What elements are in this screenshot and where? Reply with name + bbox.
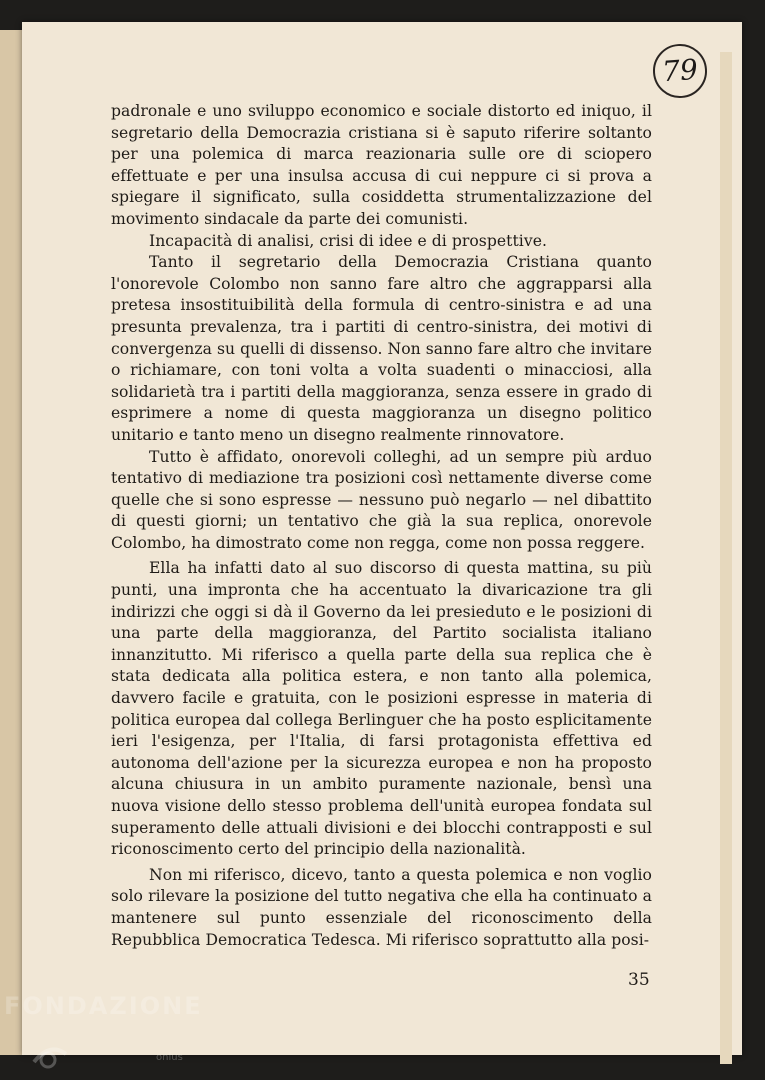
page-edge-shadow [720,52,732,1064]
paragraph-1: padronale e uno sviluppo economico e sociale distorto ed iniquo, il segretario della Democrazia cristiana si è saputo riferire soltanto per una polemica di marca reazionaria sulle ore di sciopero effettuate e per una insulsa accusa di cui neppure ci si prova a spiegare il significato, sulla cosiddetta strumentalizzazione del movimento sindacale da parte dei comunisti. [111,102,652,228]
archive-watermark: FONDAZIONE [4,992,203,1020]
paragraph-5: Ella ha infatti dato al suo discorso di questa mattina, su più punti, una impronta che ha accentuato la divaricazione tra gli indirizzi che oggi si dà il Governo da lei presieduto e le posizioni di una parte della maggioranza, del Partito socialista italiano innanzitutto. Mi riferisco a quella parte della sua replica che è stata dedicata alla politica estera, e non tanto alla polemica, davvero facile e gratuita, con le posizioni espresse in materia di politica europea dal collega Berlinguer che ha posto esplicitamente ieri l'esigenza, per l'Italia, di farsi protagonista effettiva ed autonoma dell'azione per la sicurezza europea e non ha proposto alcuna chiusura in un ambito puramente nazionale, bensì una nuova visione dello stesso problema dell'unità europea fondata sul superamento delle attuali divisioni e dei blocchi contrapposti e sul riconoscimento certo del principio della nazionalità. [111,559,652,859]
paragraph-3: Tanto il segretario della Democrazia Cristiana quanto l'onorevole Colombo non sanno fare altro che aggrapparsi alla pretesa insostituibilità della formula di centro-sinistra e ad una presunta prevalenza, tra i partiti di centro-sinistra, dei motivi di convergenza su quelli di dissenso. Non sanno fare altro che invitare o richiamare, con toni volta a volta suadenti o minacciosi, alla solidarietà tra i partiti della maggioranza, senza essere in grado di esprimere a nome di questa maggioranza un disegno politico unitario e tanto meno un disegno realmente rinnovatore. [111,253,653,444]
body-text [111,101,652,951]
handwritten-page-annotation: 79 [651,42,709,100]
archive-logo-icon [30,1040,70,1070]
page-number: 35 [628,970,650,990]
paragraph-4: Tutto è affidato, onorevoli colleghi, ad un sempre più arduo tentativo di mediazione tra posizioni così nettamente diverse come quelle che si sono espresse — nessuno può negarlo — nel dibattito di questi giorni; un tentativo che già la sua replica, onorevole Colombo, ha dimostrato come non regga, come non possa reggere. [111,447,652,552]
archive-watermark-sub: onlus [156,1052,183,1063]
paragraph-2: Incapacità di analisi, crisi di idee e di prospettive. [149,231,547,250]
paragraph-6: Non mi riferisco, dicevo, tanto a questa polemica e non voglio solo rilevare la posizione del tutto negativa che ella ha continuato a mantenere sul punto essenziale del riconoscimento della Repubblica Democratica Tedesca. Mi riferisco soprattutto alla posi- [111,865,652,949]
